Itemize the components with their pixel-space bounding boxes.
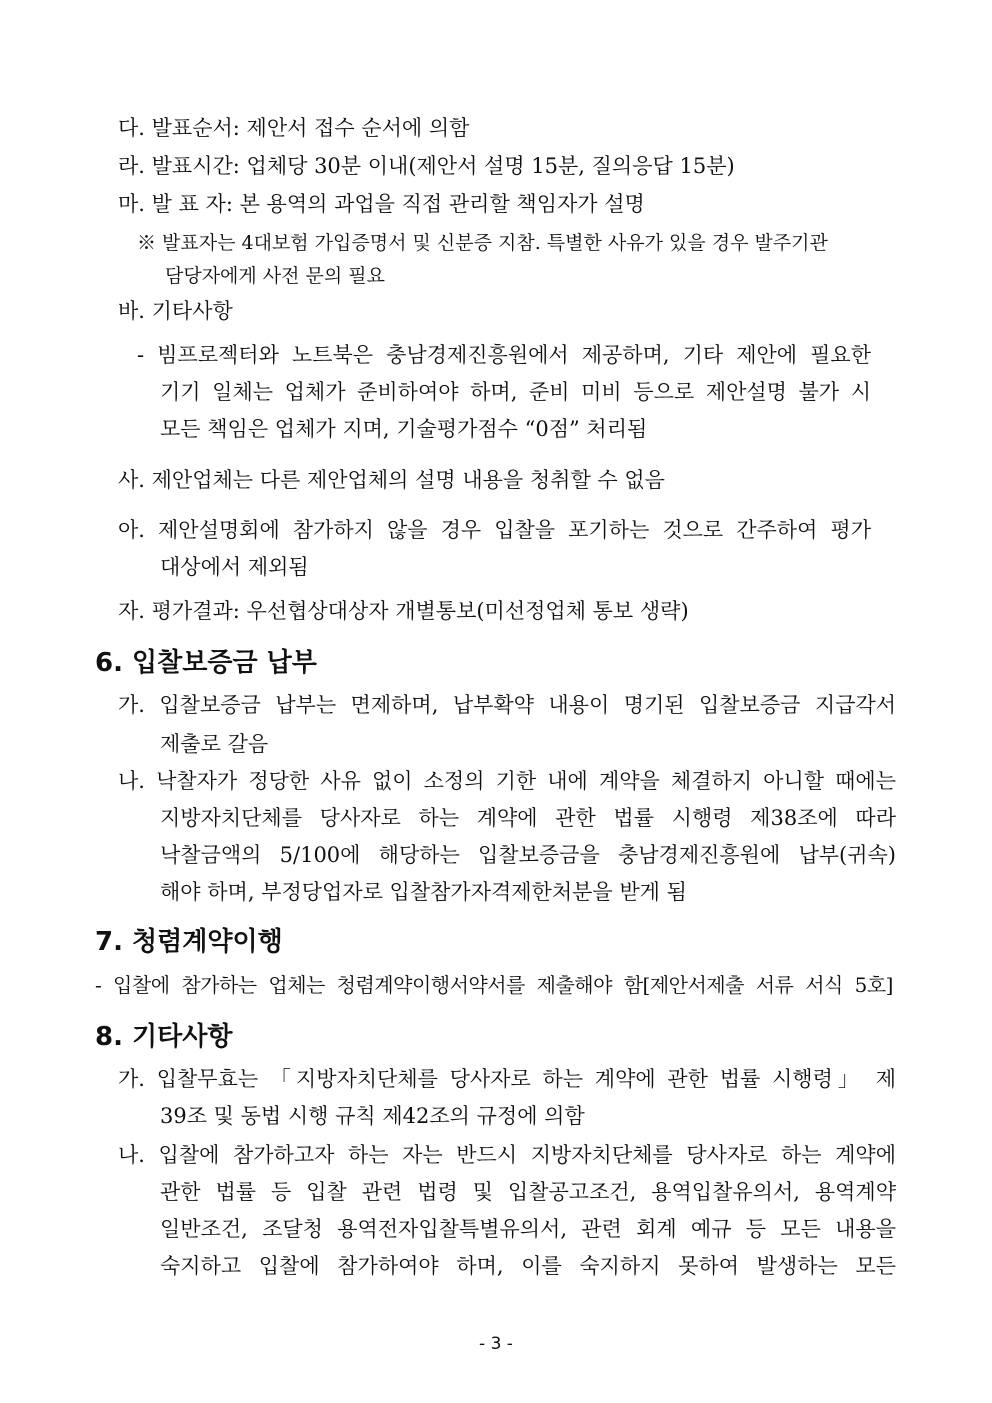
section-6-ga-line1: 가. 입찰보증금 납부는 면제하며, 납부확약 내용이 명기된 입찰보증금 지급각서 <box>118 693 896 717</box>
section-8-na-line4: 숙지하고 입찰에 참가하여야 하며, 이를 숙지하지 못하여 발생하는 모든 <box>160 1254 896 1278</box>
section-8-heading: 8. 기타사항 <box>95 1022 233 1052</box>
section-6-ga-line2: 제출로 갈음 <box>160 732 269 756</box>
item-ba-sub-line1: - 빔프로젝터와 노트북은 충남경제진흥원에서 제공하며, 기타 제안에 필요한 <box>137 343 871 367</box>
section-6-na-line4: 해야 하며, 부정당업자로 입찰참가자격제한처분을 받게 됨 <box>160 880 687 904</box>
presenter-note-line2: 담당자에게 사전 문의 필요 <box>165 265 386 287</box>
presenter-note-line1: ※ 발표자는 4대보험 가입증명서 및 신분증 지참. 특별한 사유가 있을 경우 발주기관 <box>137 232 828 254</box>
item-a-line2: 대상에서 제외됨 <box>160 555 309 579</box>
item-ba-sub-line3: 모든 책임은 업체가 지며, 기술평가점수 “0점” 처리됨 <box>160 417 648 441</box>
item-ba-other: 바. 기타사항 <box>118 299 233 323</box>
item-a-line1: 아. 제안설명회에 참가하지 않을 경우 입찰을 포기하는 것으로 간주하여 평가 <box>118 518 871 542</box>
item-da-presentation-order: 다. 발표순서: 제안서 접수 순서에 의함 <box>118 116 470 140</box>
item-ja-evaluation-result: 자. 평가결과: 우선협상대상자 개별통보(미선정업체 통보 생략) <box>118 599 689 623</box>
section-7-line1: - 입찰에 참가하는 업체는 청렴계약이행서약서를 제출해야 함[제안서제출 서류 서식 5호] <box>95 973 893 997</box>
section-6-na-line1: 나. 낙찰자가 정당한 사유 없이 소정의 기한 내에 계약을 체결하지 아니할 때에는 <box>118 769 896 793</box>
item-ma-presenter: 마. 발 표 자: 본 용역의 과업을 직접 관리할 책임자가 설명 <box>118 192 645 216</box>
section-8-na-line2: 관한 법률 등 입찰 관련 법령 및 입찰공고조건, 용역입찰유의서, 용역계약 <box>160 1180 896 1204</box>
item-sa-no-listening: 사. 제안업체는 다른 제안업체의 설명 내용을 청취할 수 없음 <box>118 468 665 492</box>
section-8-na-line1: 나. 입찰에 참가하고자 하는 자는 반드시 지방자치단체를 당사자로 하는 계약에 <box>118 1143 896 1167</box>
section-7-heading: 7. 청렴계약이행 <box>95 927 283 957</box>
section-6-na-line2: 지방자치단체를 당사자로 하는 계약에 관한 법률 시행령 제38조에 따라 <box>160 806 896 830</box>
page-number: - 3 - <box>479 1334 513 1354</box>
section-8-ga-line1: 가. 입찰무효는 「지방자치단체를 당사자로 하는 계약에 관한 법률 시행령」 제 <box>118 1067 896 1091</box>
section-8-na-line3: 일반조건, 조달청 용역전자입찰특별유의서, 관련 회계 예규 등 모든 내용을 <box>160 1217 896 1241</box>
item-ra-presentation-time: 라. 발표시간: 업체당 30분 이내(제안서 설명 15분, 질의응답 15분) <box>118 154 735 178</box>
section-6-na-line3: 낙찰금액의 5/100에 해당하는 입찰보증금을 충남경제진흥원에 납부(귀속) <box>160 843 896 867</box>
section-6-heading: 6. 입찰보증금 납부 <box>95 648 317 678</box>
item-ba-sub-line2: 기기 일체는 업체가 준비하여야 하며, 준비 미비 등으로 제안설명 불가 시 <box>160 380 871 404</box>
section-8-ga-line2: 39조 및 동법 시행 규칙 제42조의 규정에 의함 <box>160 1104 585 1128</box>
